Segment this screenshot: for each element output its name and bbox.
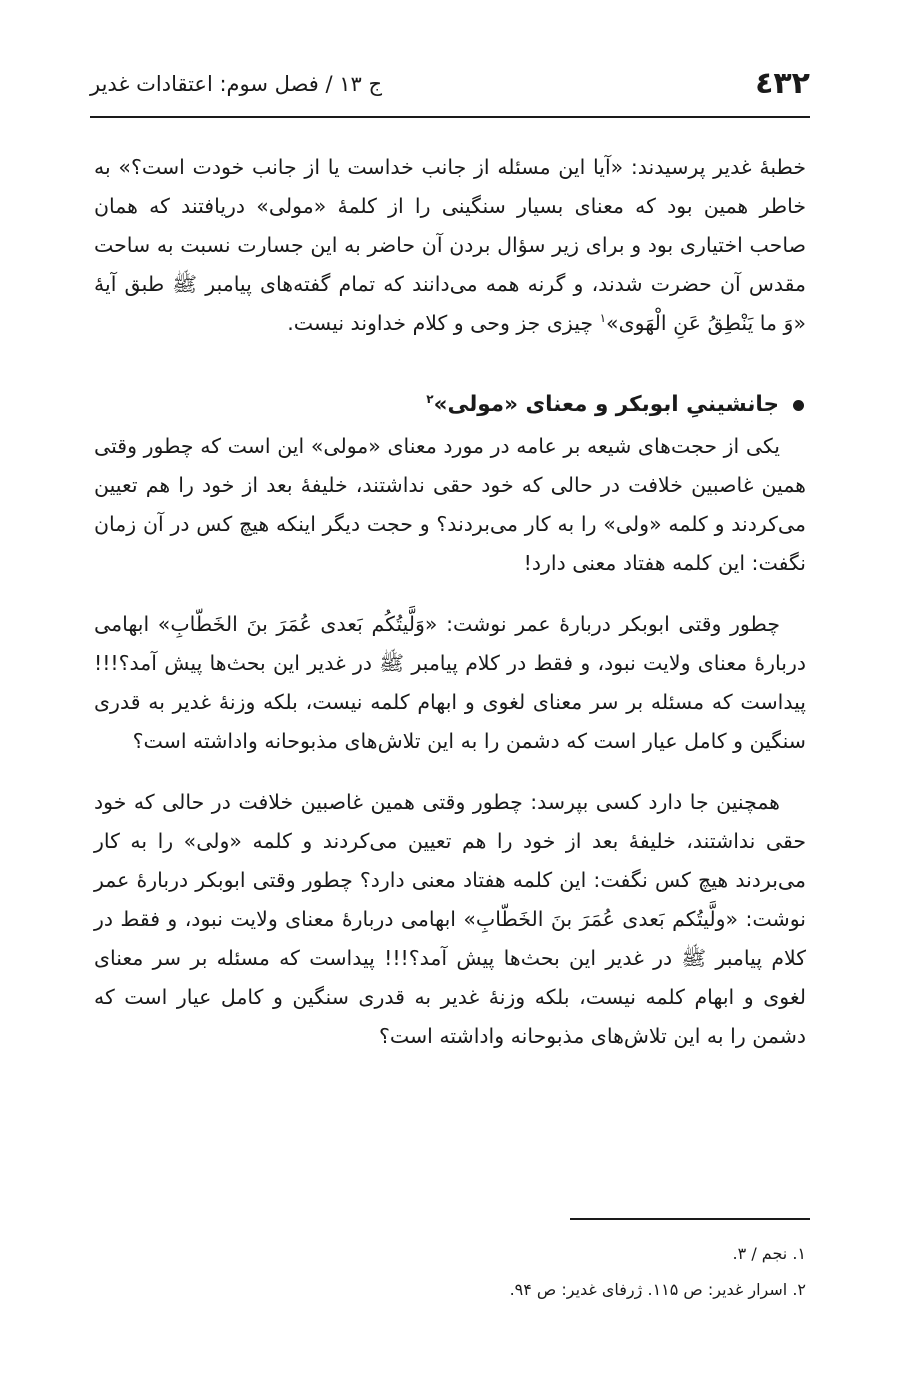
paragraph-4: همچنین جا دارد کسی بپرسد: چطور وقتی همین غاصبین خلافت در حالی که خود حقی نداشتند، خلیفۀ بعد از خود را هم تعیین می‌کردند و کلمه «ولی» را به کار می‌بردند هیچ کس نگفت: این کلمه هفتاد معنی دارد؟ چطور وقتی ابوبکر دربارۀ عمر نوشت: «ولَّیتُکم بَعدی عُمَرَ بنَ الخَطّابِ» ابهامی دربارۀ معنای ولایت نبود، و فقط در کلام پیامبر ﷺ در غدیر این بحث‌ها پیش آمد؟!!! پیداست که مسئله بر سر معنای لغوی و ابهام کلمه نیست، بلکه وزنۀ غدیر به قدری سنگین و کامل عیار است که دشمن را به این تلاش‌های مذبوحانه واداشته است؟: [94, 790, 806, 1048]
paragraph-1-tail: چیزی جز وحی و کلام خداوند نیست.: [287, 311, 600, 335]
header-rule: [90, 116, 810, 118]
bullet-icon: [793, 400, 804, 411]
page-header: [90, 64, 810, 112]
running-head: ج ۱۳ / فصل سوم: اعتقادات غدیر: [90, 72, 383, 96]
paragraph-1: [94, 148, 806, 343]
footnote-1: ۱. نجم / ۳.: [732, 1244, 806, 1263]
paragraph-1-text: خطبۀ غدیر پرسیدند: «آیا این مسئله از جانب خداست یا از جانب خودت است؟» به خاطر همین بود که معنای بسیار سنگینی را از کلمۀ «مولی» دریافتند که همان صاحب اختیاری بود و برای زیر سؤال بردن آن حاضر به این جسارت نسبت به ساحت مقدس آن حضرت شدند، و گرنه همه می‌دانند که تمام گفته‌های پیامبر ﷺ طبق آیۀ «وَ ما یَنْطِقُ عَنِ الْهَوی»: [94, 155, 806, 335]
footnote-2: ۲. اسرار غدیر: ص ۱۱۵. ژرفای غدیر: ص ۹۴.: [509, 1280, 806, 1299]
footnote-rule: [570, 1218, 810, 1220]
section-heading: [94, 383, 806, 427]
paragraph-3: چطور وقتی ابوبکر دربارۀ عمر نوشت: «وَلَّیتُکُم بَعدی عُمَرَ بنَ الخَطّابِ» ابهامی دربارۀ معنای ولایت نبود، و فقط در کلام پیامبر ﷺ در غدیر این بحث‌ها پیش آمد؟!!! پیداست که مسئله بر سر معنای لغوی و ابهام کلمه نیست، بلکه وزنۀ غدیر به قدری سنگین و کامل عیار است که دشمن را به این تلاش‌های مذبوحانه واداشته است؟: [94, 612, 806, 753]
footnote-ref-2: ۲: [426, 391, 434, 406]
section-heading-text: جانشینیِ ابوبکر و معنای «مولی»: [433, 392, 779, 417]
footnote-ref-1: ۱: [599, 311, 607, 326]
footnotes: [94, 1236, 806, 1308]
paragraph-2: یکی از حجت‌های شیعه بر عامه در مورد معنای «مولی» این است که چطور وقتی همین غاصبین خلافت در حالی که خود حقی نداشتند، خلیفۀ بعد از خود را هم تعیین می‌کردند و کلمه «ولی» را به کار می‌بردند؟ و حجت دیگر اینکه هیچ کس در آن زمان نگفت: این کلمه هفتاد معنی دارد!: [94, 434, 806, 575]
page-number: ٤٣٢: [755, 66, 810, 101]
main-text: [94, 148, 806, 1056]
